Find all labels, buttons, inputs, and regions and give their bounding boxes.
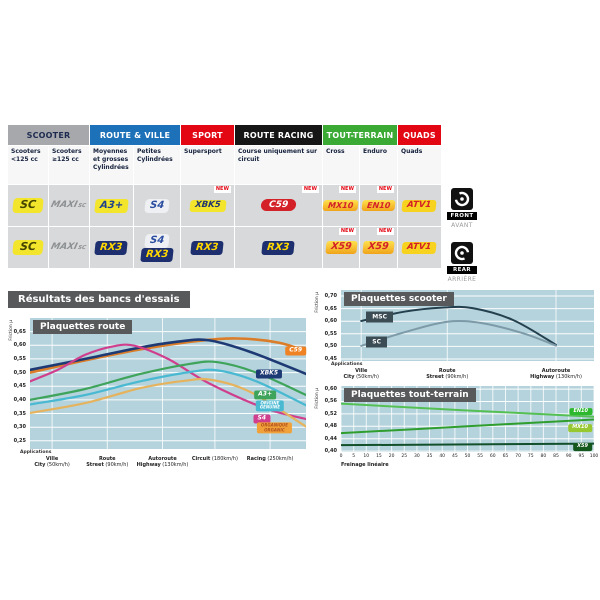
subcategory-header: Scooters <125 cc: [8, 146, 48, 184]
subcategory-header-row: [8, 146, 441, 184]
y-tick-label: 0,25: [13, 437, 26, 444]
y-tick-label: 0,40: [324, 448, 337, 455]
series-label-msc: MSC: [366, 311, 393, 322]
x-tick-label: 85: [553, 454, 559, 459]
pad-cell: [134, 227, 180, 268]
new-tag: NEW: [378, 228, 392, 234]
x-tick-label: 45: [451, 454, 458, 459]
subcategory-header: Petites Cylindrées: [134, 146, 180, 184]
pad-badge-s4: S4: [144, 199, 170, 213]
new-tag: NEW: [215, 186, 229, 192]
pad-cell: [181, 227, 234, 268]
y-tick-label: 0,30: [13, 424, 26, 431]
pad-badge-rx3: RX3: [262, 241, 296, 255]
pad-badge-atv1: ATV1: [402, 242, 437, 254]
front-label: FRONT: [447, 212, 477, 220]
x-tick-label: 0: [339, 454, 343, 459]
series-badge-line: A3+: [258, 390, 272, 398]
y-tick-label: 0,70: [324, 293, 337, 300]
x-tick-label: 55: [477, 454, 484, 459]
y-tick-label: 0,50: [324, 343, 337, 350]
x-category-fr: Circuit: [191, 456, 211, 462]
y-tick-label: 0,55: [13, 355, 26, 362]
pad-cell: [90, 185, 133, 226]
rear-label: REAR: [447, 266, 477, 274]
chart-plaquettes-route: [8, 310, 320, 478]
y-tick-label: 0,65: [324, 305, 337, 312]
x-category-fr: Ville: [45, 456, 59, 462]
x-category-fr: Route: [438, 368, 456, 374]
x-category-en: Highway: [136, 462, 161, 469]
x-category-speed: (90km/h): [443, 374, 469, 381]
x-category-speed: (130km/h): [554, 374, 582, 381]
pad-cell: [8, 185, 48, 226]
pad-cell: [360, 227, 397, 268]
avant-label: AVANT: [451, 222, 473, 229]
x-category-label: [192, 456, 238, 462]
x-tick-label: 70: [515, 454, 521, 459]
subcategory-header: Supersport: [181, 146, 234, 184]
pad-badge-en10: EN10: [361, 200, 395, 211]
x-category-label: [86, 456, 128, 469]
y-tick-label: 0,44: [324, 435, 337, 442]
y-tick-label: 0,56: [324, 398, 337, 405]
front-pads-row: [8, 185, 441, 226]
y-axis-title: Friction µ: [9, 320, 14, 341]
y-tick-label: 0,40: [13, 396, 26, 403]
series-badge-x59: [573, 443, 592, 451]
pad-cell: [360, 185, 397, 226]
x-tick-label: 95: [578, 454, 585, 459]
pad-badge-xbk5: XBK5: [189, 200, 226, 212]
y-axis-title: Friction µ: [315, 292, 320, 313]
category-header-sport: SPORT: [181, 125, 234, 145]
category-header-route-ville: ROUTE & VILLE: [90, 125, 180, 145]
pad-badge-atv1: ATV1: [402, 200, 437, 212]
x-category-fr: Route: [98, 456, 116, 462]
x-tick-label: 35: [426, 454, 433, 459]
subcategory-header: Enduro: [360, 146, 397, 184]
category-header-scooter: SCOOTER: [8, 125, 89, 145]
subcategory-header: Course uniquement sur circuit: [235, 146, 322, 184]
x-axis-title: Applications: [331, 362, 363, 367]
series-badge-line: ORGANIQUE: [260, 422, 288, 428]
chart-title: Plaquettes scooter: [344, 292, 454, 306]
category-header-quads: QUADS: [398, 125, 441, 145]
x-category-speed: (250km/h): [265, 456, 294, 462]
pad-badge-maxisc: MAXISC: [50, 242, 88, 253]
series-badge-xbk5: [256, 369, 282, 378]
pad-cell: [323, 185, 359, 226]
series-badge-mx10: [568, 424, 592, 432]
chart-title: Plaquettes route: [33, 320, 132, 334]
series-badge-line: C59: [289, 346, 302, 354]
pad-cell: [181, 185, 234, 226]
series-badge-en10: [569, 408, 592, 416]
pad-cell: [8, 227, 48, 268]
series-badge-line: EN10: [573, 407, 588, 414]
pad-cell: [49, 185, 89, 226]
pad-cell: [49, 227, 89, 268]
new-tag: NEW: [378, 186, 392, 192]
new-tag: NEW: [303, 186, 317, 192]
x-tick-label: 20: [388, 454, 395, 459]
pad-badge-x59: X59: [325, 241, 357, 254]
y-tick-label: 0,60: [324, 318, 337, 325]
product-table: [8, 125, 441, 269]
y-tick-label: 0,45: [13, 383, 26, 390]
y-tick-label: 0,50: [13, 369, 26, 376]
subcategory-header: Cross: [323, 146, 359, 184]
x-tick-label: 60: [489, 454, 496, 459]
x-category-label: [137, 456, 189, 469]
pad-badge-c59: C59: [260, 199, 296, 211]
x-category-label: [247, 456, 294, 462]
x-tick-label: 65: [502, 454, 509, 459]
x-category-label: [34, 456, 70, 469]
pad-badge-sub: SC: [77, 203, 88, 210]
front-axle-indicator: [447, 188, 477, 229]
y-tick-label: 0,35: [13, 410, 26, 417]
pad-badge-x59: X59: [363, 241, 395, 254]
series-badge-line: X59: [577, 443, 588, 450]
category-header-tout-terrain: TOUT-TERRAIN: [323, 125, 397, 145]
x-tick-label: 25: [401, 454, 408, 459]
x-category-en: Street: [86, 462, 104, 469]
section-title: Résultats des bancs d'essais: [8, 291, 190, 308]
series-badge-line: ORGANIC: [264, 427, 285, 433]
x-category-speed: (130km/h): [160, 462, 189, 469]
arriere-label: ARRIÈRE: [447, 276, 477, 283]
x-category-en: City: [34, 462, 46, 469]
rear-disc-icon: [451, 242, 473, 264]
series-badge-line: ORIGINE: [260, 400, 280, 406]
x-tick-label: 50: [464, 454, 471, 459]
x-category-speed: (50km/h): [354, 374, 379, 381]
series-badge-organique: [257, 423, 292, 434]
rear-pads-row: [8, 227, 441, 268]
x-category-speed: (50km/h): [45, 462, 70, 469]
x-tick-label: 100: [589, 454, 599, 459]
x-category-speed: (90km/h): [103, 462, 129, 469]
x-tick-label: 80: [540, 454, 547, 459]
x-category-fr: Autoroute: [148, 456, 177, 462]
chart-plaquettes-scooter: [314, 282, 600, 380]
y-tick-label: 0,60: [324, 386, 337, 393]
series-label-sc: SC: [366, 337, 387, 348]
pad-cell: [134, 185, 180, 226]
pad-badge-rx3: RX3: [95, 241, 129, 255]
pad-cell: [235, 185, 322, 226]
x-category-fr: Ville: [355, 368, 368, 374]
pad-badge-rx3: RX3: [140, 248, 174, 262]
y-tick-label: 0,55: [324, 330, 337, 337]
x-category-en: City: [343, 374, 355, 381]
x-category-en: Street: [426, 374, 444, 381]
pad-cell: [398, 227, 441, 268]
subcategory-header: Quads: [398, 146, 441, 184]
x-axis-title: Applications: [20, 450, 52, 455]
y-tick-label: 0,48: [324, 423, 337, 430]
x-axis-title: Freinage linéaire: [341, 462, 389, 468]
x-category-speed: (180km/h): [210, 456, 238, 462]
series-badge-origine: [256, 400, 284, 411]
series-badge-line: XBK5: [259, 369, 278, 377]
category-header-route-racing: ROUTE RACING: [235, 125, 322, 145]
subcategory-header: Moyennes et grosses Cylindrées: [90, 146, 133, 184]
chart-title: Plaquettes tout-terrain: [344, 388, 476, 402]
pad-badge-maxisc: MAXISC: [50, 200, 88, 211]
pad-badge-rx3: RX3: [191, 241, 225, 255]
y-axis-title: Friction µ: [315, 388, 320, 409]
x-tick-label: 5: [352, 454, 356, 459]
series-badge-line: S4: [257, 414, 266, 422]
x-category-fr: Autoroute: [541, 368, 571, 374]
chart-plaquettes-tout-terrain: [314, 378, 600, 474]
x-tick-label: 15: [376, 454, 382, 459]
series-badge-a3+: [254, 391, 276, 400]
pad-badge-sc: SC: [12, 240, 44, 255]
pad-badge-sc: SC: [12, 198, 44, 213]
front-disc-icon: [451, 188, 473, 210]
x-tick-label: 75: [527, 454, 534, 459]
series-badge-line: GENUINE: [259, 404, 280, 410]
x-tick-label: 30: [414, 454, 420, 459]
series-badge-c59: [285, 347, 306, 356]
x-tick-label: 90: [565, 454, 572, 459]
subcategory-header: Scooters ≥125 cc: [49, 146, 89, 184]
pad-badge-s4: S4: [144, 234, 170, 248]
y-tick-label: 0,65: [13, 328, 26, 335]
series-badge-line: MX10: [572, 424, 588, 431]
pad-cell: [323, 227, 359, 268]
y-tick-label: 0,52: [324, 410, 337, 417]
pad-cell: [90, 227, 133, 268]
pad-badge-a3: A3+: [94, 199, 128, 213]
axle-indicators: [447, 188, 487, 296]
category-header-row: [8, 125, 441, 145]
x-tick-label: 10: [363, 454, 370, 459]
pad-cell: [235, 227, 322, 268]
pad-badge-mx10: MX10: [323, 200, 359, 211]
rear-axle-indicator: [447, 242, 477, 283]
x-category-en: Highway: [530, 374, 555, 381]
x-category-fr: Racing: [246, 456, 266, 462]
x-tick-label: 40: [439, 454, 446, 459]
y-tick-label: 0,45: [324, 355, 337, 362]
new-tag: NEW: [340, 186, 354, 192]
pad-badge-sub: SC: [77, 245, 88, 252]
y-tick-label: 0,60: [13, 342, 26, 349]
new-tag: NEW: [340, 228, 354, 234]
pad-cell: [398, 185, 441, 226]
